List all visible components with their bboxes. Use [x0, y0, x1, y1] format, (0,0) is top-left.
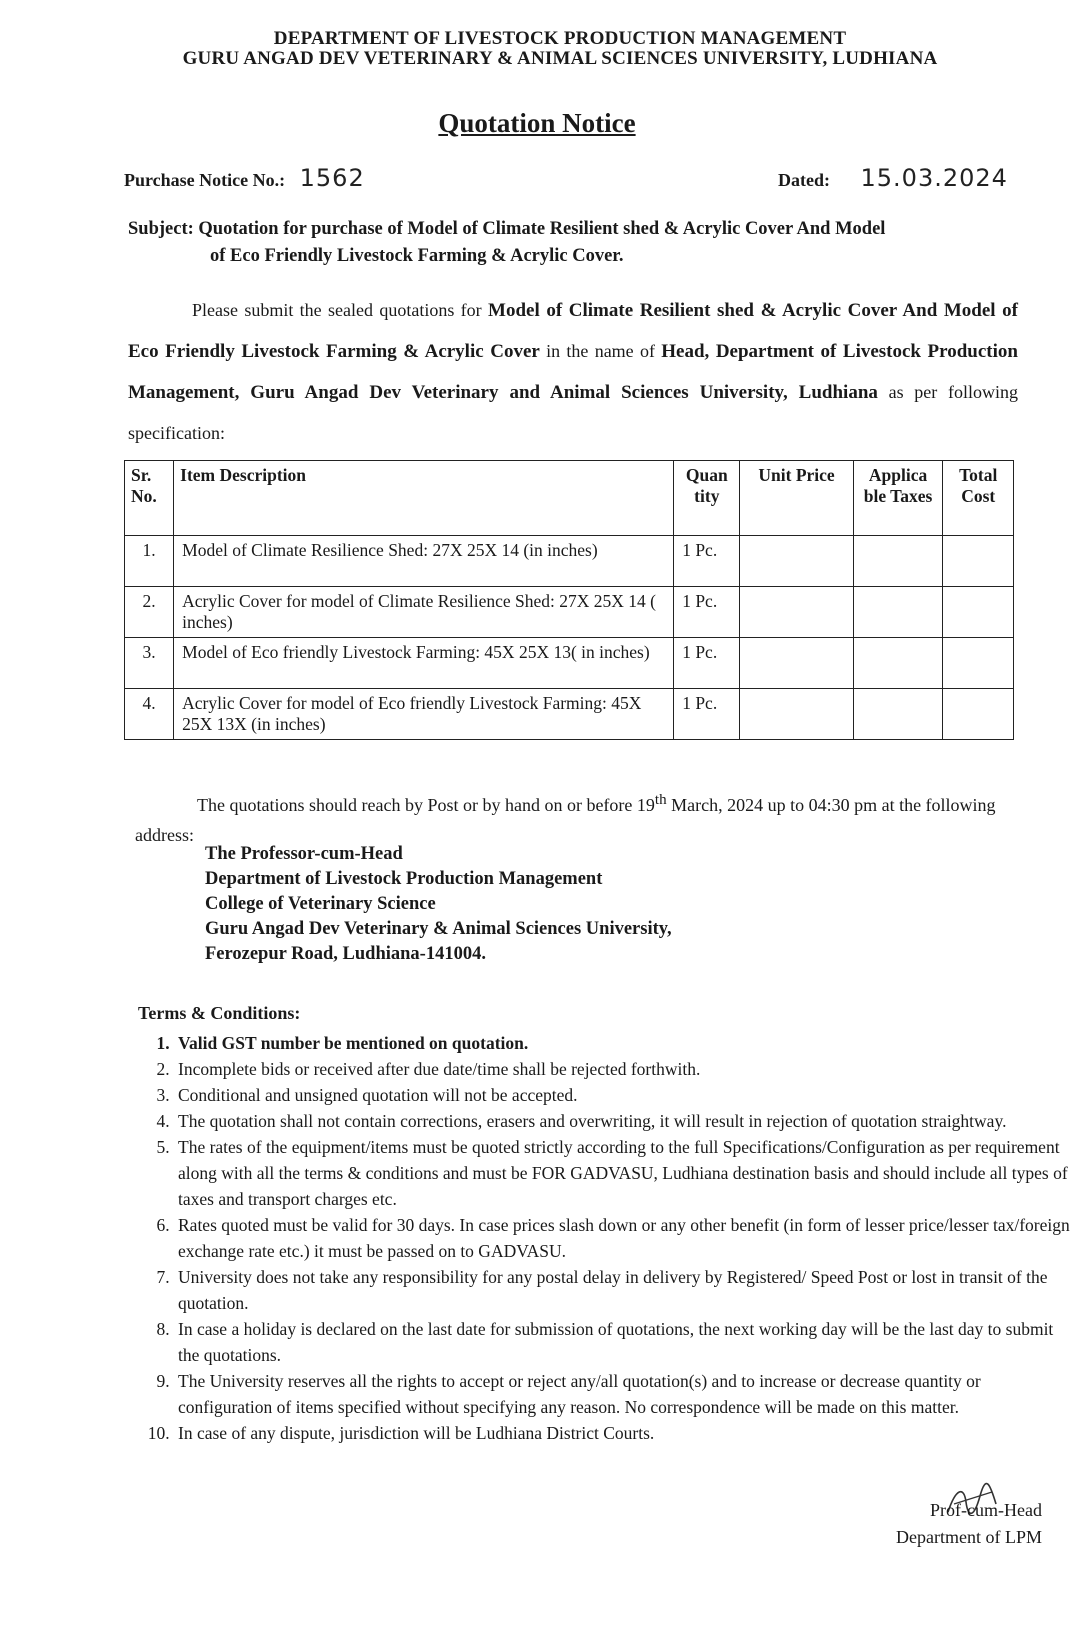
term-item: 4. The quotation shall not contain corrections, erasers and overwriting, it will result in rejection of quotation straightway. — [174, 1108, 1074, 1134]
page-title: Quotation Notice — [438, 108, 636, 138]
term-item: 3. Conditional and unsigned quotation will not be accepted. — [174, 1082, 1074, 1108]
department-heading: DEPARTMENT OF LIVESTOCK PRODUCTION MANAGEMENT — [273, 28, 847, 49]
header-applicable-taxes: Applica ble Taxes — [853, 461, 943, 536]
table-row — [125, 587, 1014, 638]
notice-date — [778, 164, 1008, 192]
row-description: Model of Climate Resilience Shed: 27X 25X 14 (in inches) — [174, 536, 674, 587]
header-quantity: Quan tity — [674, 461, 740, 536]
body-paragraph — [128, 290, 1018, 453]
submission-deadline — [135, 785, 1030, 850]
row-unit-price — [740, 689, 853, 740]
address-line: Department of Livestock Production Management — [205, 869, 603, 889]
address-line: The Professor-cum-Head — [205, 844, 403, 864]
table-row — [125, 536, 1014, 587]
term-item: 8. In case a holiday is declared on the last date for submission of quotations, the next working day will be the last day to submit the quotations. — [174, 1316, 1074, 1368]
row-quantity: 1 Pc. — [674, 689, 740, 740]
signatory-department: Department of LPM — [896, 1527, 1042, 1547]
deadline-text-end: March, 2024 up to 04:30 pm at the following address: — [135, 795, 996, 845]
term-item: 7. University does not take any responsibility for any postal delay in delivery by Registered/ Speed Post or lost in transit of the quotation. — [174, 1264, 1074, 1316]
row-total — [943, 587, 1014, 638]
terms-list — [138, 1030, 1074, 1446]
row-taxes — [853, 689, 943, 740]
signatory-title: Prof-cum-Head — [930, 1500, 1042, 1520]
table-header-row — [125, 461, 1014, 536]
body-text-1: Please submit the sealed quotations for — [192, 300, 482, 320]
signature-block — [896, 1497, 1042, 1551]
term-item: 10. In case of any dispute, jurisdiction will be Ludhiana District Courts. — [174, 1420, 1074, 1446]
term-item: 2. Incomplete bids or received after due date/time shall be rejected forthwith. — [174, 1056, 1074, 1082]
subject-line-1: Subject: Quotation for purchase of Model of Climate Resilient shed & Acrylic Cover And Model — [128, 219, 886, 239]
term-item: 5. The rates of the equipment/items must be quoted strictly according to the full Specifications/Configuration as per requirement along with all the terms & conditions and must be FOR GADVASU, Ludhiana destination basis and should include all types of taxes and transport charges etc. — [174, 1134, 1074, 1212]
subject — [128, 216, 1008, 270]
deadline-text: The quotations should reach by Post or by hand on or before 19 — [197, 795, 655, 815]
body-bold-items: Model of Climate Resilient shed & Acrylic Cover And Model of Eco Friendly Livestock Farming & Acrylic Cover — [128, 300, 1019, 362]
term-item: 6. Rates quoted must be valid for 30 days. In case prices slash down or any other benefit (in form of lesser price/lesser tax/foreign exchange rate etc.) it must be passed on to GADVASU. — [174, 1212, 1074, 1264]
notice-number-handwritten: 1562 — [299, 164, 365, 192]
notice-label: Purchase Notice No.: — [124, 170, 286, 190]
address-line: Guru Angad Dev Veterinary & Animal Sciences University, — [205, 919, 672, 939]
term-item: 1. Valid GST number be mentioned on quotation. — [174, 1030, 1074, 1056]
body-text-2: in the name of — [546, 341, 655, 361]
date-handwritten: 15.03.2024 — [860, 164, 1008, 192]
row-description: Model of Eco friendly Livestock Farming: 45X 25X 13( in inches) — [174, 638, 674, 689]
row-unit-price — [740, 587, 853, 638]
body-text-3: as per following specification: — [128, 382, 1018, 443]
row-sr: 2. — [125, 587, 174, 638]
row-quantity: 1 Pc. — [674, 587, 740, 638]
body-bold-recipient: Head, Department of Livestock Production Management, Guru Angad Dev Veterinary and Animal Sciences University, Ludhiana — [128, 341, 1018, 403]
row-taxes — [853, 587, 943, 638]
row-taxes — [853, 638, 943, 689]
term-item: 9. The University reserves all the rights to accept or reject any/all quotation(s) and to increase or decrease quantity or configuration of items specified without specifying any reason. No correspondence will be made on this matter. — [174, 1368, 1074, 1420]
terms-heading: Terms & Conditions: — [138, 1003, 301, 1023]
row-sr: 1. — [125, 536, 174, 587]
row-sr: 4. — [125, 689, 174, 740]
row-unit-price — [740, 638, 853, 689]
deadline-ordinal: th — [654, 792, 667, 808]
row-quantity: 1 Pc. — [674, 638, 740, 689]
row-total — [943, 638, 1014, 689]
specification-table — [124, 460, 1014, 740]
row-total — [943, 536, 1014, 587]
row-taxes — [853, 536, 943, 587]
header-sr-no: Sr. No. — [125, 461, 174, 536]
address-line: College of Veterinary Science — [205, 894, 436, 914]
table-row — [125, 638, 1014, 689]
row-quantity: 1 Pc. — [674, 536, 740, 587]
row-description: Acrylic Cover for model of Eco friendly Livestock Farming: 45X 25X 13X (in inches) — [174, 689, 674, 740]
row-description: Acrylic Cover for model of Climate Resilience Shed: 27X 25X 14 ( inches) — [174, 587, 674, 638]
address-line: Ferozepur Road, Ludhiana-141004. — [205, 944, 486, 964]
submission-address — [205, 842, 672, 967]
header-total-cost: Total Cost — [943, 461, 1014, 536]
header-unit-price: Unit Price — [740, 461, 853, 536]
purchase-notice — [124, 164, 365, 192]
row-total — [943, 689, 1014, 740]
table-row — [125, 689, 1014, 740]
row-unit-price — [740, 536, 853, 587]
dated-label: Dated: — [778, 170, 830, 190]
subject-line-2: of Eco Friendly Livestock Farming & Acrylic Cover. — [210, 246, 624, 266]
university-heading: GURU ANGAD DEV VETERINARY & ANIMAL SCIENCES UNIVERSITY, LUDHIANA — [182, 48, 938, 69]
header-item-description: Item Description — [174, 461, 674, 536]
row-sr: 3. — [125, 638, 174, 689]
